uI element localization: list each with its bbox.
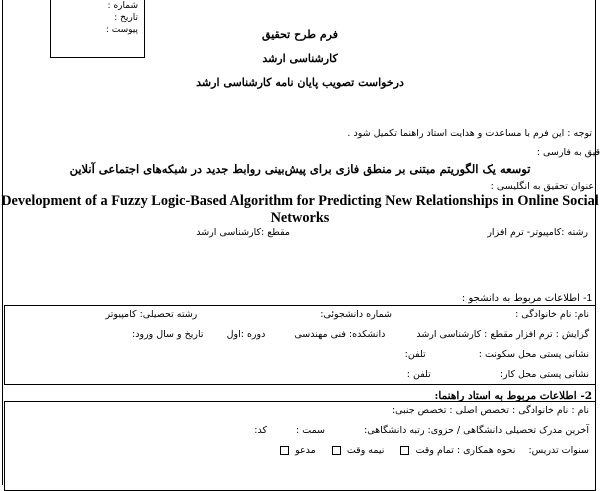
student-info-table (4, 305, 596, 385)
student-term-field: دوره :اول (226, 329, 266, 340)
form-note: توجه : این فرم با مساعدت و هدایت استاد راهنما تکمیل شود . (347, 128, 592, 139)
student-number-field: شماره دانشجوئی: (320, 309, 393, 320)
degree-title: کارشناسی ارشد (262, 52, 338, 65)
student-major-field: رشته تحصیلی: کامپیوتر (105, 309, 198, 320)
number-label: شماره : (107, 1, 138, 11)
english-title-label: عنوان تحقیق به انگلیسی : (490, 181, 594, 192)
field-of-study: رشته :کامپیوتر- ترم افزار (487, 227, 588, 238)
advisor-degree-field: آخرین مدرک تحصیلی دانشگاهی / حزوی: رتبه دانشگاهی: (364, 425, 589, 436)
part-time-option: نیمه وقت (346, 445, 385, 456)
invited-checkbox[interactable] (280, 446, 289, 455)
english-thesis-title: Development of a Fuzzy Logic-Based Algorithm for Predicting New Relationships in Online Social Networks (1, 193, 599, 226)
student-orientation-field: گرایش : ترم افزار مقطع : کارشناسی ارشد (416, 329, 589, 340)
advisor-position-field: سمت : (296, 425, 326, 436)
advisor-code-field: کد: (254, 425, 267, 436)
student-section-heading (462, 293, 592, 304)
student-name-field: نام: نام خانوادگی : (515, 309, 589, 320)
advisor-row-3 (277, 445, 589, 456)
student-row-2 (132, 329, 589, 340)
attachment-label: پیوست : (105, 25, 138, 35)
section-number: 1- (583, 293, 592, 304)
student-row-3 (405, 349, 589, 360)
student-entry-date-field: تاریخ و سال ورود: (132, 329, 204, 340)
full-time-checkbox[interactable] (400, 446, 409, 455)
home-phone-field: تلفن: (404, 349, 426, 360)
full-time-option: نحوه همکاری : تمام وقت (415, 445, 516, 456)
teaching-years-field: سنوات تدریس: (528, 445, 589, 456)
form-title: فرم طرح تحقیق (262, 28, 338, 41)
date-label: تاریخ : (114, 13, 138, 23)
work-phone-field: تلفن : (406, 369, 431, 380)
student-heading-text: اطلاعات مربوط به دانشجو : (461, 293, 580, 304)
degree-level: مقطع :کارشناسی ارشد (196, 227, 290, 238)
advisor-row-1: نام : نام خانوادگی : تخصص اصلی : تخصص جنبی: (391, 405, 589, 416)
advisor-row-2 (254, 425, 589, 436)
student-row-1 (106, 309, 589, 320)
work-address-field: نشانی پستی محل کار: (499, 369, 589, 380)
part-time-checkbox[interactable] (332, 446, 341, 455)
request-title: درخواست تصویب پایان نامه کارشناسی ارشد (196, 76, 404, 89)
student-row-4 (407, 369, 589, 380)
invited-option: مدعو (295, 445, 316, 456)
student-faculty-field: دانشکده: فنی مهندسی (294, 329, 386, 340)
advisor-section-heading: 2- اطلاعات مربوط به استاد راهنما: (434, 390, 592, 402)
persian-thesis-title: توسعه یک الگوریتم مبتنی بر منطق فازی برای پیش‌بینی روابط جدید در شبکه‌های اجتماعی آنلاین (69, 162, 531, 176)
persian-title-label: قیق به فارسی : (536, 147, 600, 158)
home-address-field: نشانی پستی محل سکونت : (478, 349, 589, 360)
advisor-info-table (4, 401, 596, 491)
